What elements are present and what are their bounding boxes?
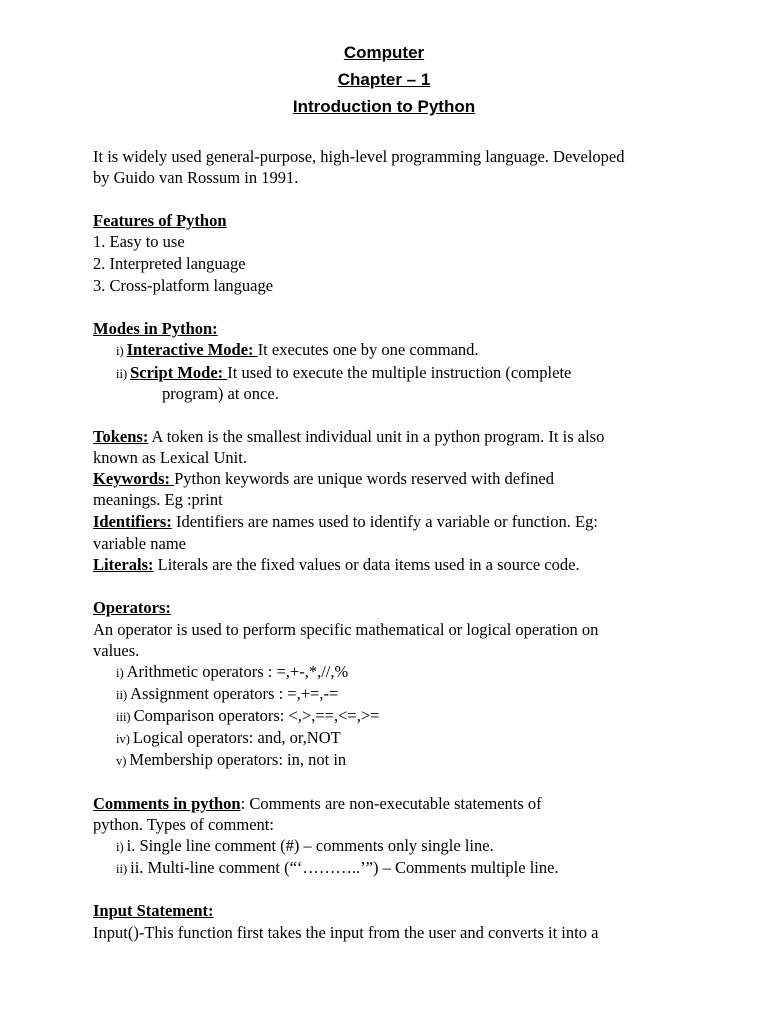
keywords-text: Python keywords are unique words reserved with defined — [174, 469, 554, 488]
operator-text: Logical operators: and, or,NOT — [132, 728, 341, 747]
feature-item: 1. Easy to use — [93, 232, 185, 251]
list-number: ii) — [116, 688, 128, 702]
keywords-line — [93, 469, 554, 489]
operator-text: Comparison operators: <,>,==,<=,>= — [133, 706, 380, 725]
input-text: Input()-This function first takes the input from the user and converts it into a — [93, 923, 599, 942]
comments-text: : Comments are non-executable statements of — [240, 794, 542, 813]
comment-item — [116, 836, 494, 857]
mode-text-cont: program) at once. — [162, 384, 279, 403]
comments-text-cont: python. Types of comment: — [93, 815, 274, 834]
mode-item-interactive — [116, 340, 479, 361]
modes-heading: Modes in Python: — [93, 319, 218, 338]
operator-item — [116, 728, 341, 749]
comment-text: i. Single line comment (#) – comments only single line. — [126, 836, 494, 855]
literals-label: Literals: — [93, 555, 154, 574]
topic-title: Introduction to Python — [292, 97, 476, 116]
keywords-text-cont: meanings. Eg :print — [93, 490, 223, 509]
identifiers-label: Identifiers: — [93, 512, 172, 531]
comment-item — [116, 858, 559, 879]
mode-text: It executes one by one command. — [257, 340, 479, 359]
operators-desc-2: values. — [93, 641, 140, 660]
feature-item: 2. Interpreted language — [93, 254, 246, 273]
identifiers-text: Identifiers are names used to identify a variable or function. Eg: — [171, 512, 598, 531]
list-number: ii) — [116, 367, 128, 381]
operator-text: Arithmetic operators : =,+-,*,//,% — [126, 662, 349, 681]
chapter-title: Chapter – 1 — [337, 70, 431, 89]
identifiers-text-cont: variable name — [93, 534, 186, 553]
literals-line — [93, 555, 580, 575]
comments-label: Comments in python — [93, 794, 241, 813]
literals-text: Literals are the fixed values or data items used in a source code. — [153, 555, 580, 574]
list-number: i) — [116, 840, 124, 854]
mode-item-script — [116, 363, 571, 384]
operator-item — [116, 706, 379, 727]
identifiers-line — [93, 512, 598, 532]
operator-text: Assignment operators : =,+=,-= — [130, 684, 339, 703]
operator-item — [116, 684, 338, 705]
operator-item — [116, 750, 346, 771]
feature-item: 3. Cross-platform language — [93, 276, 274, 295]
list-number: iii) — [116, 710, 131, 724]
keywords-label: Keywords: — [93, 469, 175, 488]
comments-line — [93, 794, 542, 814]
features-heading: Features of Python — [93, 211, 227, 230]
input-heading: Input Statement: — [93, 901, 214, 920]
mode-label: Script Mode: — [130, 363, 228, 382]
tokens-text: A token is the smallest individual unit in a python program. It is also — [148, 427, 605, 446]
tokens-text-cont: known as Lexical Unit. — [93, 448, 247, 467]
intro-line-1: It is widely used general-purpose, high-level programming language. Developed — [93, 147, 625, 166]
list-number: i) — [116, 344, 124, 358]
operators-desc-1: An operator is used to perform specific mathematical or logical operation on — [93, 620, 599, 639]
operators-heading: Operators: — [93, 598, 171, 617]
mode-label: Interactive Mode: — [126, 340, 258, 359]
operator-text: Membership operators: in, not in — [129, 750, 347, 769]
tokens-label: Tokens: — [93, 427, 149, 446]
list-number: ii) — [116, 862, 128, 876]
intro-line-2: by Guido van Rossum in 1991. — [93, 168, 299, 187]
operator-item — [116, 662, 348, 683]
comment-text: ii. Multi-line comment (“‘………..’”) – Comments multiple line. — [130, 858, 559, 877]
list-number: iv) — [116, 732, 130, 746]
list-number: v) — [116, 754, 127, 768]
subject-title: Computer — [343, 43, 425, 62]
list-number: i) — [116, 666, 124, 680]
tokens-line — [93, 427, 604, 447]
mode-text: It used to execute the multiple instruction (complete — [227, 363, 572, 382]
